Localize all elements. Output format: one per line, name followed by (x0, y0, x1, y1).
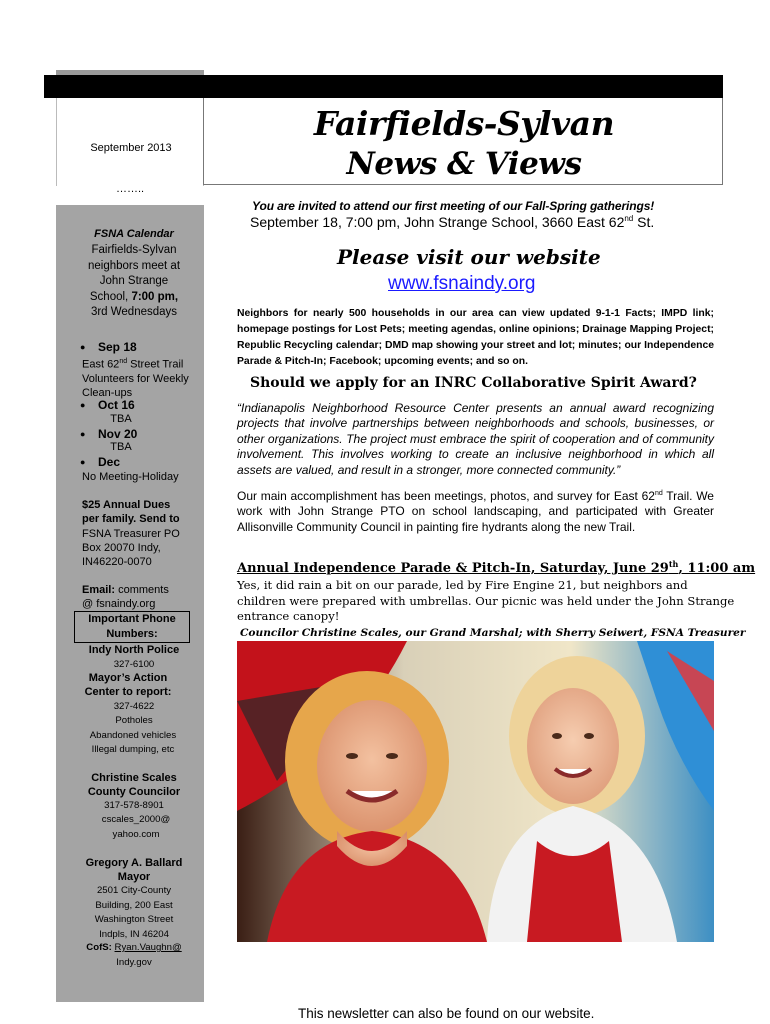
footer-note: This newsletter can also be found on our website. (298, 1006, 595, 1021)
event-detail: TBA (110, 413, 132, 425)
masthead-subtitle: News & Views (346, 146, 582, 182)
header-bar (44, 75, 723, 98)
event-detail: East 62nd Street Trail Volunteers for Weekly Clean-ups (82, 358, 189, 400)
event-item: ● Oct 16 (80, 398, 135, 412)
event-item: ● Sep 18 (80, 340, 137, 354)
chief-of-staff: CofS: Ryan.Vaughn@ Indy.gov (86, 942, 182, 968)
inrc-quote: “Indianapolis Neighborhood Resource Center presents an annual award recognizing projects that involve partnerships between neighborhoods and schools, businesses, or other organizations. The project must embrace the spirit of cooperation and of community involvement. This involves working to create an inclusive neighborhood in which all assets are valued, and result in a stronger, more connected community.” (237, 401, 714, 477)
meeting-info: September 18, 7:00 pm, John Strange School, 3660 East 62nd St. (250, 214, 655, 230)
issue-date: September 2013 (90, 142, 172, 154)
calendar-section (82, 227, 186, 320)
cos-email-link[interactable]: Ryan.Vaughn@ (114, 942, 182, 953)
contact-email: Email: comments @ fsnaindy.org (82, 584, 169, 611)
event-detail: TBA (110, 441, 132, 453)
email-link[interactable]: comments @ fsnaindy.org (82, 584, 169, 611)
dues-heading: $25 Annual Dues per family. Send to (82, 499, 180, 526)
inrc-heading: Should we apply for an INRC Collaborative Spirit Award? (250, 375, 697, 391)
calendar-title: FSNA Calendar (94, 228, 174, 240)
bullet-icon: ● (80, 400, 86, 410)
mayor-action-label: Mayor’s Action Center to report: (84, 672, 172, 699)
report-item: Illegal dumping, etc (91, 744, 175, 755)
masthead-title: Fairfields-Sylvan (313, 104, 615, 143)
event-detail: No Meeting-Holiday (82, 471, 179, 483)
councilor-phone: 317-578-8901 (104, 800, 164, 811)
website-heading: Please visit our website (337, 245, 601, 269)
website-link[interactable]: www.fsnaindy.org (388, 273, 536, 294)
grand-marshal-photo (237, 641, 714, 942)
calendar-description: Fairfields-Sylvan neighbors meet at John Strange School, 7:00 pm, 3rd Wednesdays (87, 244, 181, 318)
invitation-text: You are invited to attend our first meeting of our Fall-Spring gatherings! (252, 199, 655, 213)
sidebar-divider-dots: …….. (115, 183, 145, 195)
councilor-title: Christine Scales County Councilor (87, 772, 181, 799)
report-item: Potholes (115, 715, 153, 726)
masthead (203, 98, 723, 185)
sidebar-date-box (56, 98, 204, 186)
accomplishment-paragraph: Our main accomplishment has been meetings, photos, and survey for East 62nd Trail. We work with John Strange PTO on school landscaping, and participated with Greater Allisonville Community Council in painting fire hydrants along the new Trail. (237, 489, 714, 534)
dues-address: FSNA Treasurer PO Box 20070 Indy, IN46220-0070 (82, 527, 180, 569)
police-label: Indy North Police (88, 644, 180, 656)
bullet-icon: ● (80, 457, 86, 467)
councilor-email[interactable]: cscales_2000@ yahoo.com (101, 814, 171, 840)
event-item: ● Dec (80, 455, 121, 469)
mayor-title: Gregory A. Ballard Mayor (85, 857, 183, 884)
phones-title: Important Phone Numbers: (88, 613, 176, 640)
parade-heading: Annual Independence Parade & Pitch-In, Saturday, June 29th, 11:00 am (237, 559, 756, 576)
dues-section (82, 498, 190, 569)
bullet-icon: ● (80, 342, 86, 352)
mayor-action-number: 327-4622 (113, 701, 155, 712)
mayor-address: 2501 City-County Building, 200 East Washington Street Indpls, IN 46204 (94, 885, 174, 940)
parade-paragraph: Yes, it did rain a bit on our parade, led by Fire Engine 21, but neighbors and children were prepared with umbrellas. Our picnic was held under the John Strange entrance canopy! (237, 578, 735, 624)
website-description: Neighbors for nearly 500 households in our area can view updated 9-1-1 Facts; IMPD link; homepage postings for Lost Pets; meeting agendas, online opinions; Drainage Mapping Project; Republic Recycling calendar; DMD map showing your street and lot; minutes; our Independence Parade & Pitch-In; Facebook; upcoming events; and so on. (237, 308, 714, 367)
police-number: 327-6100 (113, 659, 155, 670)
event-item: ● Nov 20 (80, 427, 138, 441)
photo-caption: Councilor Christine Scales, our Grand Marshal; with Sherry Seiwert, FSNA Treasurer (240, 627, 746, 639)
report-item: Abandoned vehicles (89, 730, 177, 741)
bullet-icon: ● (80, 429, 86, 439)
